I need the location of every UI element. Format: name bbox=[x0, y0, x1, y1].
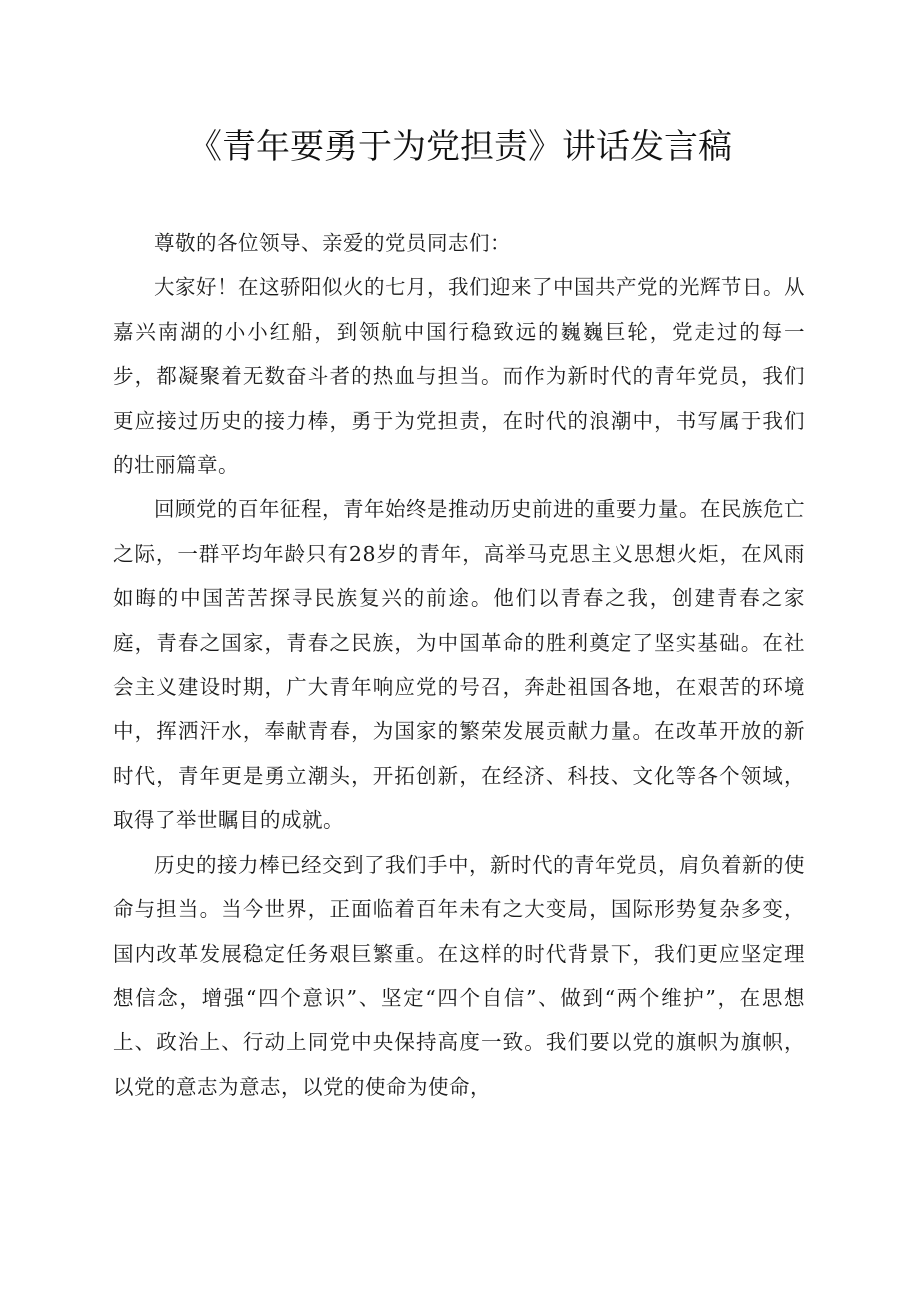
salutation-paragraph: 尊敬的各位领导、亲爱的党员同志们： bbox=[154, 231, 511, 255]
mission-paragraph: 历史的接力棒已经交到了我们手中，新时代的青年党员，肩负着新的使命与担当。当今世界，正面临着百年未有之大变局，国际形势复杂多变，国内改革发展稳定任务艰巨繁重。在这样的时代背景下，我们更应坚定理想信念，增强“四个意识”、坚定“四个自信”、做到“两个维护”，在思想上、政治上、行动上同党中央保持高度一致。我们要以党的旗帜为旗帜，以党的意志为意志，以党的使命为使命， bbox=[113, 852, 805, 1099]
history-paragraph: 回顾党的百年征程，青年始终是推动历史前进的重要力量。在民族危亡之际，一群平均年龄只有28岁的青年，高举马克思主义思想火炬，在风雨如晦的中国苦苦探寻民族复兴的前途。他们以青春之我，创建青春之家庭，青春之国家，青春之民族，为中国革命的胜利奠定了坚实基础。在社会主义建设时期，广大青年响应党的号召，奔赴祖国各地，在艰苦的环境中，挥洒汗水，奉献青春，为国家的繁荣发展贡献力量。在改革开放的新时代，青年更是勇立潮头，开拓创新，在经济、科技、文化等各个领域，取得了举世瞩目的成就。 bbox=[113, 497, 805, 833]
greeting-paragraph: 大家好！在这骄阳似火的七月，我们迎来了中国共产党的光辉节日。从嘉兴南湖的小小红船，到领航中国行稳致远的巍巍巨轮，党走过的每一步，都凝聚着无数奋斗者的热血与担当。而作为新时代的青年党员，我们更应接过历史的接力棒，勇于为党担责，在时代的浪潮中，书写属于我们的壮丽篇章。 bbox=[113, 275, 805, 478]
document-body bbox=[113, 221, 805, 1109]
page-title: 《青年要勇于为党担责》讲话发言稿 bbox=[188, 127, 732, 167]
